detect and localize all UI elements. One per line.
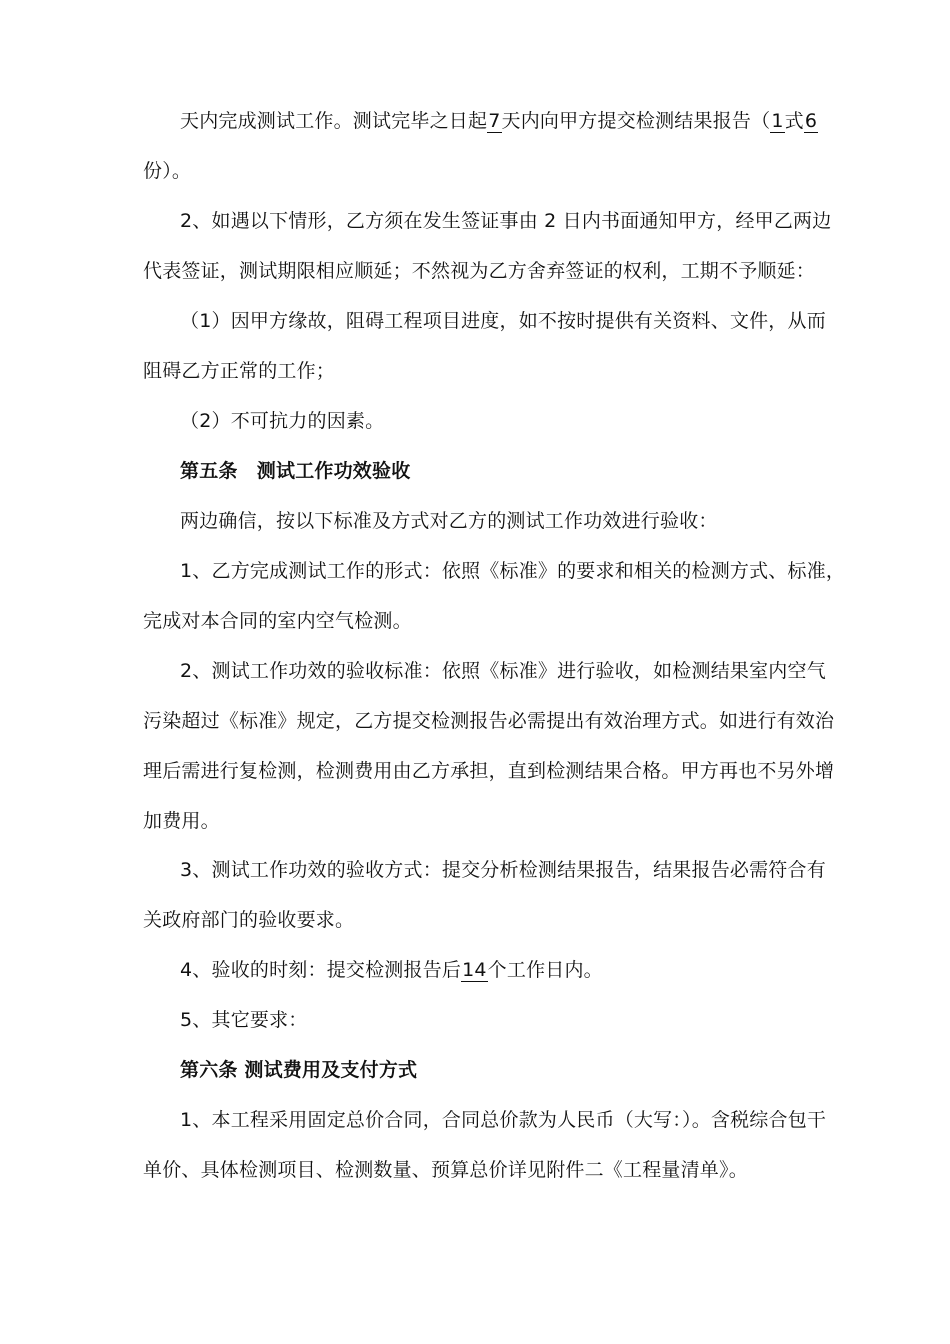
- paragraph-acceptance-method-line1: 3、测试工作功效的验收方式：提交分析检测结果报告，结果报告必需符合有: [180, 859, 826, 881]
- paragraph-test-completion-line2: 份）。: [143, 160, 192, 182]
- text-segment: 天内向甲方提交检测结果报告（: [501, 110, 771, 132]
- section-heading-article6: 第六条 测试费用及支付方式: [180, 1059, 418, 1081]
- text-segment: 天内完成测试工作。测试完毕之日起: [180, 110, 488, 132]
- paragraph-acceptance-standard-line4: 加费用。: [143, 810, 220, 832]
- underlined-sets-value: 1: [771, 110, 784, 132]
- paragraph-acceptance-form-line1: 1、乙方完成测试工作的形式：依照《标准》的要求和相关的检测方式、标准，: [180, 560, 846, 582]
- paragraph-visa-line2: 代表签证，测试期限相应顺延；不然视为乙方舍弃签证的权利，工期不予顺延：: [143, 260, 816, 282]
- paragraph-acceptance-standard-line2: 污染超过《标准》规定，乙方提交检测报告必需提出有效治理方式。如进行有效治: [143, 710, 835, 732]
- paragraph-fixed-price-line2: 单价、具体检测项目、检测数量、预算总价详见附件二《工程量清单》。: [143, 1159, 748, 1181]
- text-segment: 4、验收的时刻：提交检测报告后: [180, 959, 462, 981]
- paragraph-item2: （2）不可抗力的因素。: [180, 410, 385, 432]
- paragraph-acceptance-standard-line3: 理后需进行复检测，检测费用由乙方承担，直到检测结果合格。甲方再也不另外增: [143, 760, 835, 782]
- paragraph-acceptance-standard-line1: 2、测试工作功效的验收标准：依照《标准》进行验收，如检测结果室内空气: [180, 660, 826, 682]
- paragraph-acceptance-time: [180, 957, 603, 983]
- text-segment: 个工作日内。: [487, 959, 603, 981]
- underlined-workdays-value: 14: [462, 959, 487, 981]
- paragraph-acceptance-intro: 两边确信，按以下标准及方式对乙方的测试工作功效进行验收：: [180, 510, 718, 532]
- underlined-copies-value: 6: [804, 110, 818, 132]
- paragraph-item1-line2: 阻碍乙方正常的工作；: [143, 360, 336, 382]
- paragraph-acceptance-method-line2: 关政府部门的验收要求。: [143, 909, 355, 931]
- underlined-days-value: 7: [488, 110, 501, 132]
- paragraph-other-requirements: 5、其它要求：: [180, 1009, 308, 1031]
- paragraph-visa-line1: 2、如遇以下情形，乙方须在发生签证事由 2 日内书面通知甲方，经甲乙两边: [180, 210, 832, 232]
- paragraph-item1-line1: （1）因甲方缘故，阻碍工程项目进度，如不按时提供有关资料、文件，从而: [180, 310, 826, 332]
- text-segment: 式: [784, 110, 804, 132]
- paragraph-acceptance-form-line2: 完成对本合同的室内空气检测。: [143, 610, 412, 632]
- paragraph-test-completion-line1: [180, 108, 818, 134]
- section-heading-article5: 第五条 测试工作功效验收: [180, 460, 411, 482]
- paragraph-fixed-price-line1: 1、本工程采用固定总价合同，合同总价款为人民币（大写：）。含税综合包干: [180, 1109, 827, 1131]
